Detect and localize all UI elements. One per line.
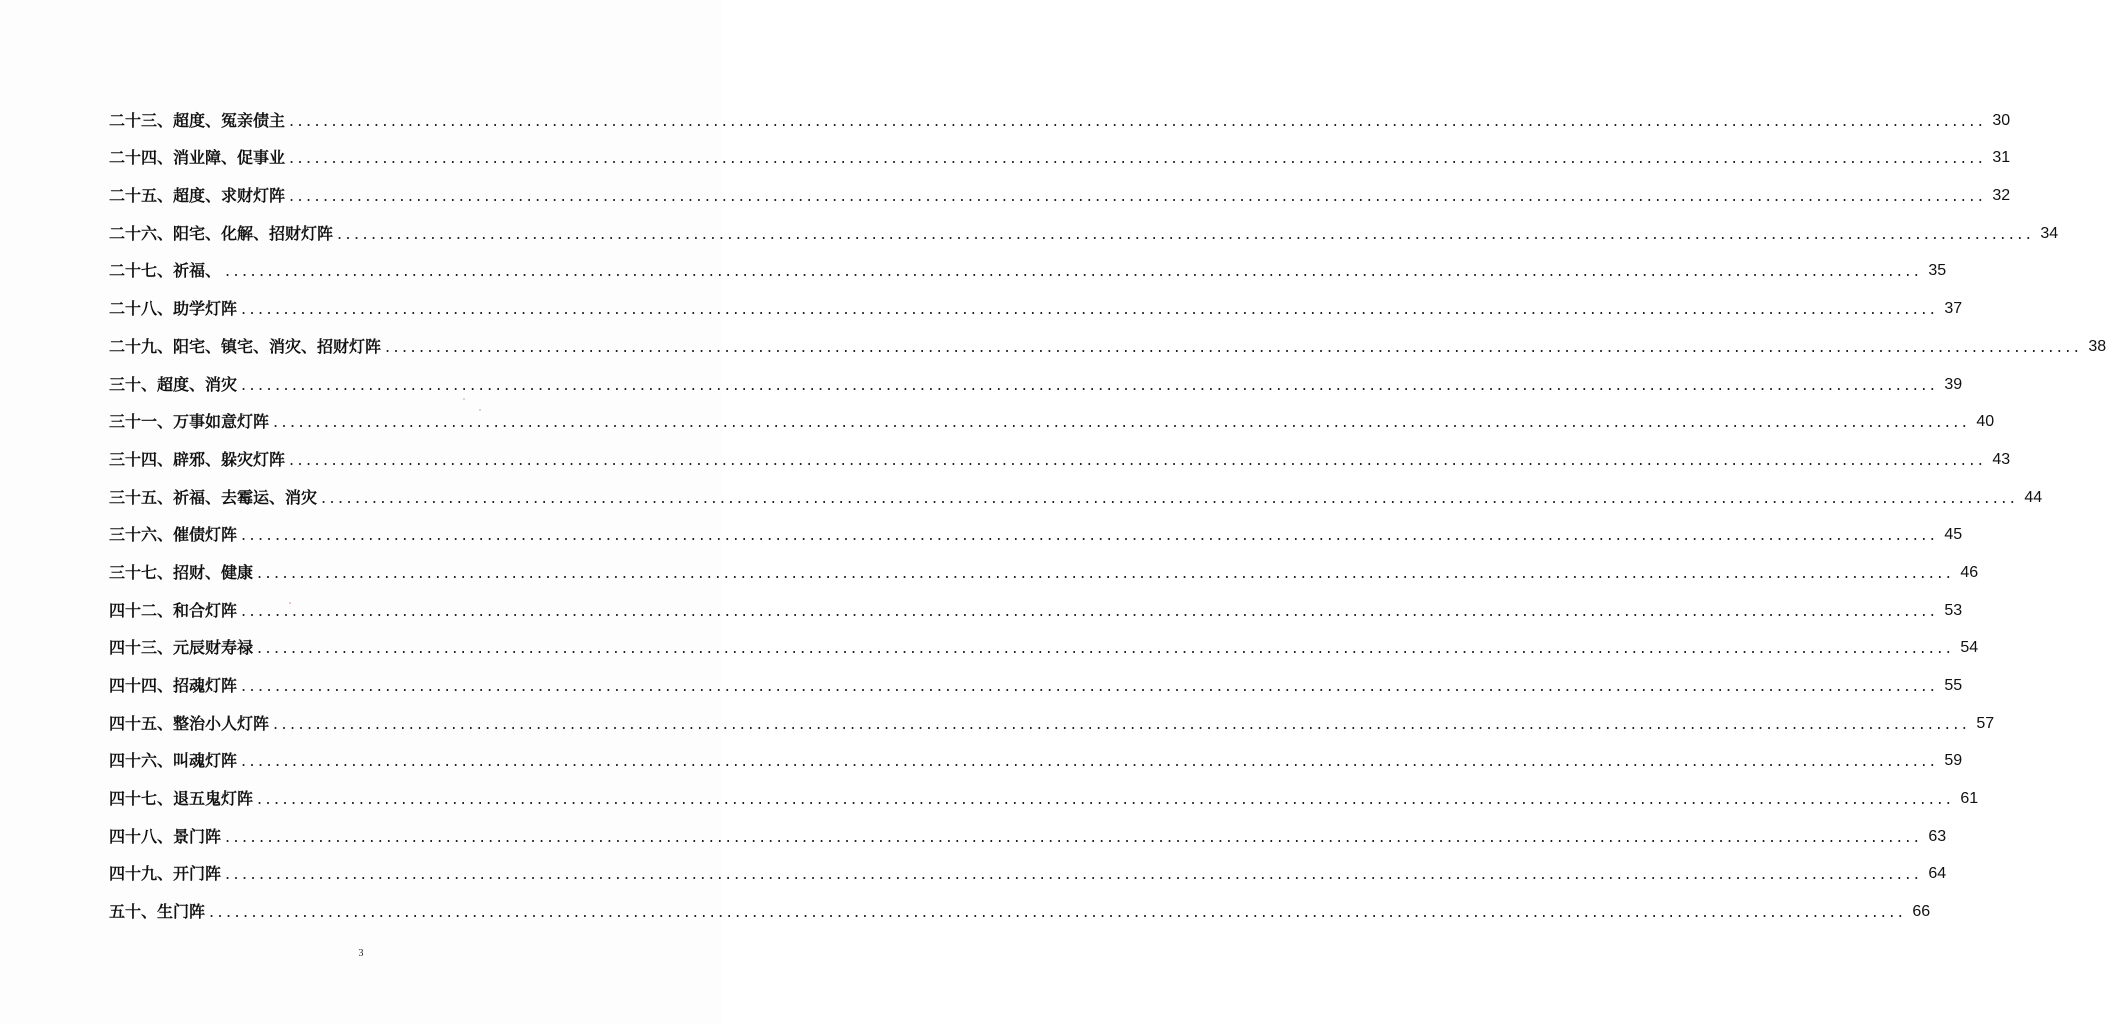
toc-entry-page: 44 xyxy=(2024,488,2043,506)
toc-entry xyxy=(109,582,1963,620)
toc-entry xyxy=(109,620,1979,658)
toc-dot-leader: ........................................................................................................................................................................................................ xyxy=(241,299,1939,319)
toc-entry-page: 40 xyxy=(1976,413,1995,431)
toc-entry-title: 三十七、招财、健康 xyxy=(109,562,254,582)
toc-entry-title: 四十七、退五鬼灯阵 xyxy=(109,789,254,809)
toc-entry-title: 二十三、超度、冤亲债主 xyxy=(109,110,286,130)
toc-entry-page: 61 xyxy=(1960,790,1979,808)
toc-dot-leader: ........................................................................................................................................................................................................ xyxy=(289,449,1987,469)
toc-entry xyxy=(109,657,1963,695)
toc-entry-title: 三十五、祈福、去霉运、消灾 xyxy=(109,487,318,507)
toc-entry-title: 四十五、整治小人灯阵 xyxy=(109,713,270,733)
toc-entry xyxy=(109,431,2011,469)
toc-entry-title: 二十四、消业障、促事业 xyxy=(109,148,286,168)
table-of-contents xyxy=(109,92,2106,922)
toc-entry-page: 57 xyxy=(1976,714,1995,732)
toc-entry-page: 64 xyxy=(1928,865,1947,883)
toc-entry xyxy=(109,243,1947,281)
toc-entry xyxy=(109,394,1995,432)
toc-entry xyxy=(109,507,1963,545)
toc-dot-leader: ........................................................................................................................................................................................................ xyxy=(273,412,1971,432)
toc-entry-page: 63 xyxy=(1928,827,1947,845)
toc-dot-leader: ........................................................................................................................................................................................................ xyxy=(257,789,1955,809)
toc-entry-title: 二十六、阳宅、化解、招财灯阵 xyxy=(109,223,334,243)
toc-entry-title: 四十三、元辰财寿禄 xyxy=(109,638,254,658)
toc-entry-page: 38 xyxy=(2088,337,2106,355)
toc-dot-leader: ........................................................................................................................................................................................................ xyxy=(257,562,1955,582)
toc-entry-title: 三十四、辟邪、躲灾灯阵 xyxy=(109,449,286,469)
toc-entry-title: 二十七、祈福、 xyxy=(109,261,222,281)
toc-entry-title: 三十、超度、消灾 xyxy=(109,374,238,394)
toc-dot-leader: ........................................................................................................................................................................................................ xyxy=(241,751,1939,771)
toc-dot-leader: ........................................................................................................................................................................................................ xyxy=(241,600,1939,620)
toc-entry-title: 二十九、阳宅、镇宅、消灾、招财灯阵 xyxy=(109,336,382,356)
toc-entry-title: 三十一、万事如意灯阵 xyxy=(109,412,270,432)
toc-entry-page: 39 xyxy=(1944,375,1963,393)
toc-entry-page: 66 xyxy=(1912,903,1931,921)
toc-entry-page: 59 xyxy=(1944,752,1963,770)
toc-entry-title: 二十五、超度、求财灯阵 xyxy=(109,186,286,206)
toc-entry-page: 46 xyxy=(1960,563,1979,581)
toc-entry-page: 30 xyxy=(1992,111,2011,129)
toc-entry-title: 四十二、和合灯阵 xyxy=(109,600,238,620)
toc-entry xyxy=(109,92,2011,130)
toc-dot-leader: ........................................................................................................................................................................................................ xyxy=(225,261,1923,281)
toc-entry-page: 43 xyxy=(1992,450,2011,468)
toc-entry-title: 四十九、开门阵 xyxy=(109,864,222,884)
toc-dot-leader: ........................................................................................................................................................................................................ xyxy=(209,902,1907,922)
toc-entry xyxy=(109,544,1979,582)
toc-dot-leader: ........................................................................................................................................................................................................ xyxy=(257,638,1955,658)
toc-entry-title: 三十六、催债灯阵 xyxy=(109,525,238,545)
toc-dot-leader: ........................................................................................................................................................................................................ xyxy=(289,148,1987,168)
toc-entry xyxy=(109,318,2106,356)
toc-entry xyxy=(109,167,2011,206)
toc-dot-leader: ........................................................................................................................................................................................................ xyxy=(241,374,1939,394)
page-number: 3 xyxy=(358,948,364,959)
toc-entry xyxy=(109,695,1995,733)
toc-entry xyxy=(109,469,2043,507)
toc-dot-leader: ........................................................................................................................................................................................................ xyxy=(385,336,2083,356)
toc-entry-page: 31 xyxy=(1992,149,2011,167)
toc-dot-leader: ........................................................................................................................................................................................................ xyxy=(241,676,1939,695)
toc-dot-leader: ........................................................................................................................................................................................................ xyxy=(337,223,2035,243)
toc-entry-page: 37 xyxy=(1944,300,1963,318)
toc-entry-title: 二十八、助学灯阵 xyxy=(109,299,238,319)
toc-entry-title: 五十、生门阵 xyxy=(109,902,206,922)
toc-entry-title: 四十四、招魂灯阵 xyxy=(109,676,238,695)
toc-entry xyxy=(109,205,2059,243)
toc-entry-page: 53 xyxy=(1944,601,1963,619)
toc-entry-title: 四十八、景门阵 xyxy=(109,826,222,846)
toc-entry xyxy=(109,770,1979,809)
toc-entry xyxy=(109,280,1963,319)
toc-entry xyxy=(109,808,1947,846)
toc-dot-leader: ........................................................................................................................................................................................................ xyxy=(273,713,1971,733)
toc-dot-leader: ........................................................................................................................................................................................................ xyxy=(321,487,2019,507)
toc-entry xyxy=(109,883,1931,922)
toc-dot-leader: ........................................................................................................................................................................................................ xyxy=(225,826,1923,846)
toc-entry xyxy=(109,846,1947,884)
toc-entry xyxy=(109,733,1963,771)
toc-entry-title: 四十六、叫魂灯阵 xyxy=(109,751,238,771)
toc-entry xyxy=(109,130,2011,168)
toc-entry-page: 55 xyxy=(1944,677,1963,694)
toc-entry-page: 35 xyxy=(1928,262,1947,280)
toc-entry-page: 45 xyxy=(1944,526,1963,544)
toc-dot-leader: ........................................................................................................................................................................................................ xyxy=(289,110,1987,130)
toc-entry-page: 34 xyxy=(2040,224,2059,242)
toc-entry xyxy=(109,356,1963,394)
toc-dot-leader: ........................................................................................................................................................................................................ xyxy=(225,864,1923,884)
toc-entry-page: 54 xyxy=(1960,639,1979,657)
toc-dot-leader: ........................................................................................................................................................................................................ xyxy=(241,525,1939,545)
toc-entry-page: 32 xyxy=(1992,187,2011,205)
toc-dot-leader: ........................................................................................................................................................................................................ xyxy=(289,186,1987,206)
